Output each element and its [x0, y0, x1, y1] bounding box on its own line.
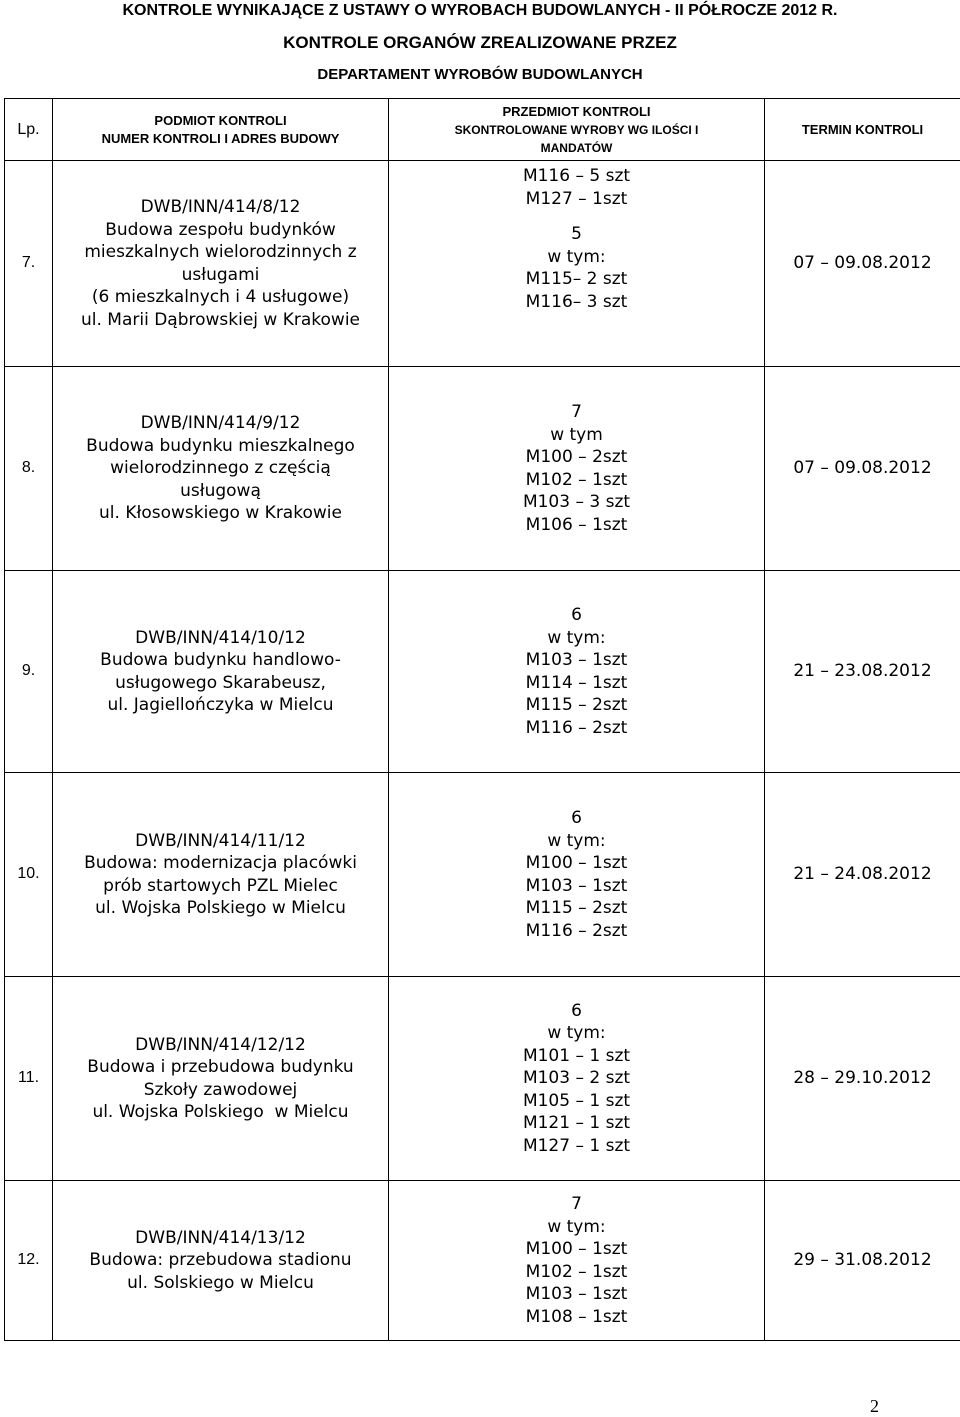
object-line: M100 – 1szt: [525, 853, 628, 873]
column-header-subject-line2: NUMER KONTROLI I ADRES BUDOWY: [101, 130, 340, 146]
subject-line: wielorodzinnego z częścią: [110, 458, 331, 479]
table-row: [5, 367, 960, 571]
row-number: 11.: [5, 977, 53, 1181]
object-line: M103 – 1szt: [525, 650, 628, 670]
subject-line: Budowa budynku mieszkalnego: [86, 435, 355, 456]
control-subject: [53, 367, 389, 571]
column-header-object-line3: MANDATÓW: [540, 140, 613, 155]
control-subject: [53, 773, 389, 977]
object-line: M115 – 2szt: [525, 898, 628, 918]
control-object: [389, 773, 765, 977]
document-title-line3: DEPARTAMENT WYROBÓW BUDOWLANYCH: [317, 66, 643, 83]
subject-line: ul. Kłosowskiego w Krakowie: [99, 503, 342, 524]
object-line: [389, 210, 764, 223]
object-line: M116 – 2szt: [525, 920, 628, 941]
subject-line: DWB/INN/414/8/12: [140, 197, 301, 217]
object-line: w tym:: [547, 830, 606, 851]
subject-line: (6 mieszkalnych i 4 usługowe): [91, 287, 350, 307]
object-line: M102 – 1szt: [525, 469, 628, 490]
subject-line: Budowa: modernizacja placówki: [84, 853, 357, 873]
control-date: 21 – 23.08.2012: [765, 571, 960, 773]
control-date: 28 – 29.10.2012: [765, 977, 960, 1181]
table-row: [5, 1181, 960, 1341]
subject-line: Budowa: przebudowa stadionu: [89, 1250, 352, 1271]
object-line: M116 – 5 szt: [522, 166, 631, 186]
table-row: [5, 977, 960, 1181]
subject-line: DWB/INN/414/13/12: [135, 1227, 306, 1248]
object-line: M121 – 1 szt: [522, 1113, 631, 1134]
control-date: 29 – 31.08.2012: [765, 1181, 960, 1341]
row-number: 12.: [5, 1181, 53, 1341]
control-subject: [53, 571, 389, 773]
object-line: M100 – 2szt: [525, 447, 628, 467]
subject-line: ul. Jagiellończyka w Mielcu: [107, 695, 334, 715]
subject-line: ul. Wojska Polskiego w Mielcu: [95, 898, 346, 918]
object-line: 6: [571, 808, 582, 828]
object-line: M116 – 2szt: [525, 717, 628, 738]
control-date: 07 – 09.08.2012: [765, 367, 960, 571]
column-header-object-line1: PRZEDMIOT KONTROLI: [502, 103, 651, 119]
object-line: M103 – 2 szt: [522, 1068, 631, 1089]
subject-line: prób startowych PZL Mielec: [103, 875, 338, 896]
object-line: M127 – 1szt: [525, 188, 628, 209]
object-line: M114 – 1szt: [525, 672, 628, 693]
object-line: M108 – 1szt: [525, 1306, 628, 1327]
table-row: [5, 773, 960, 977]
subject-line: DWB/INN/414/9/12: [140, 413, 301, 434]
subject-line: DWB/INN/414/12/12: [135, 1034, 306, 1055]
object-line: w tym:: [547, 627, 606, 648]
column-header-subject: [53, 99, 389, 161]
subject-line: Budowa zespołu budynków: [105, 219, 336, 240]
page-number: 2: [870, 1396, 879, 1416]
document-title-line1: KONTROLE WYNIKAJĄCE Z USTAWY O WYROBACH BUDOWLANYCH - II PÓŁROCZE 2012 R.: [122, 2, 838, 19]
object-line: M103 – 1szt: [525, 1284, 628, 1304]
control-subject: [53, 1181, 389, 1341]
subject-line: Budowa budynku handlowo-: [100, 650, 341, 670]
column-header-date: TERMIN KONTROLI: [765, 99, 960, 161]
control-object: [389, 367, 765, 571]
object-line: M127 – 1 szt: [522, 1135, 631, 1156]
row-number: 7.: [5, 161, 53, 367]
control-date: 21 – 24.08.2012: [765, 773, 960, 977]
control-object: [389, 977, 765, 1181]
subject-line: ul. Wojska Polskiego w Mielcu: [92, 1102, 349, 1122]
object-line: 6: [571, 605, 582, 625]
document-title-line2: KONTROLE ORGANÓW ZREALIZOWANE PRZEZ: [283, 33, 677, 52]
subject-line: usługowego Skarabeusz,: [115, 672, 326, 693]
column-header-lp: Lp.: [5, 99, 53, 161]
object-line: M103 – 3 szt: [522, 492, 631, 512]
control-subject: [53, 977, 389, 1181]
subject-line: Budowa i przebudowa budynku: [87, 1057, 354, 1077]
row-number: 8.: [5, 367, 53, 571]
column-header-object-line2: SKONTROLOWANE WYROBY WG ILOŚCI I: [454, 122, 699, 137]
object-line: M100 – 1szt: [525, 1239, 628, 1259]
control-object: [389, 161, 765, 367]
object-line: 7: [571, 402, 582, 422]
subject-line: usługową: [180, 480, 261, 501]
object-line: M102 – 1szt: [525, 1261, 628, 1282]
object-line: M105 – 1 szt: [522, 1090, 631, 1111]
column-header-subject-line1: PODMIOT KONTROLI: [154, 112, 287, 128]
subject-line: ul. Solskiego w Mielcu: [127, 1272, 314, 1293]
object-line: 7: [571, 1194, 582, 1214]
inspections-table: [4, 98, 960, 1341]
column-header-object: [389, 99, 765, 161]
object-line: M115– 2 szt: [525, 269, 628, 289]
table-row: [5, 571, 960, 773]
object-line: M101 – 1 szt: [522, 1045, 631, 1066]
object-line: 5: [571, 224, 582, 244]
subject-line: usługami: [181, 264, 260, 285]
subject-line: DWB/INN/414/10/12: [135, 627, 306, 648]
object-line: w tym:: [547, 1216, 606, 1237]
subject-line: Szkoły zawodowej: [143, 1079, 298, 1100]
subject-line: mieszkalnych wielorodzinnych z: [84, 242, 357, 262]
control-subject: [53, 161, 389, 367]
object-line: 6: [571, 1000, 582, 1021]
object-line: w tym:: [547, 1023, 606, 1044]
object-line: w tym: [550, 424, 603, 445]
object-line: M103 – 1szt: [525, 875, 628, 896]
table-row: [5, 161, 960, 367]
object-line: M115 – 2szt: [525, 695, 628, 715]
object-line: M106 – 1szt: [525, 514, 628, 535]
subject-line: ul. Marii Dąbrowskiej w Krakowie: [80, 309, 361, 330]
table-header-row: [5, 99, 960, 161]
row-number: 9.: [5, 571, 53, 773]
object-line: M116– 3 szt: [525, 291, 628, 312]
control-date: 07 – 09.08.2012: [765, 161, 960, 367]
control-object: [389, 571, 765, 773]
subject-line: DWB/INN/414/11/12: [135, 830, 306, 851]
object-line: w tym:: [547, 246, 606, 267]
row-number: 10.: [5, 773, 53, 977]
control-object: [389, 1181, 765, 1341]
